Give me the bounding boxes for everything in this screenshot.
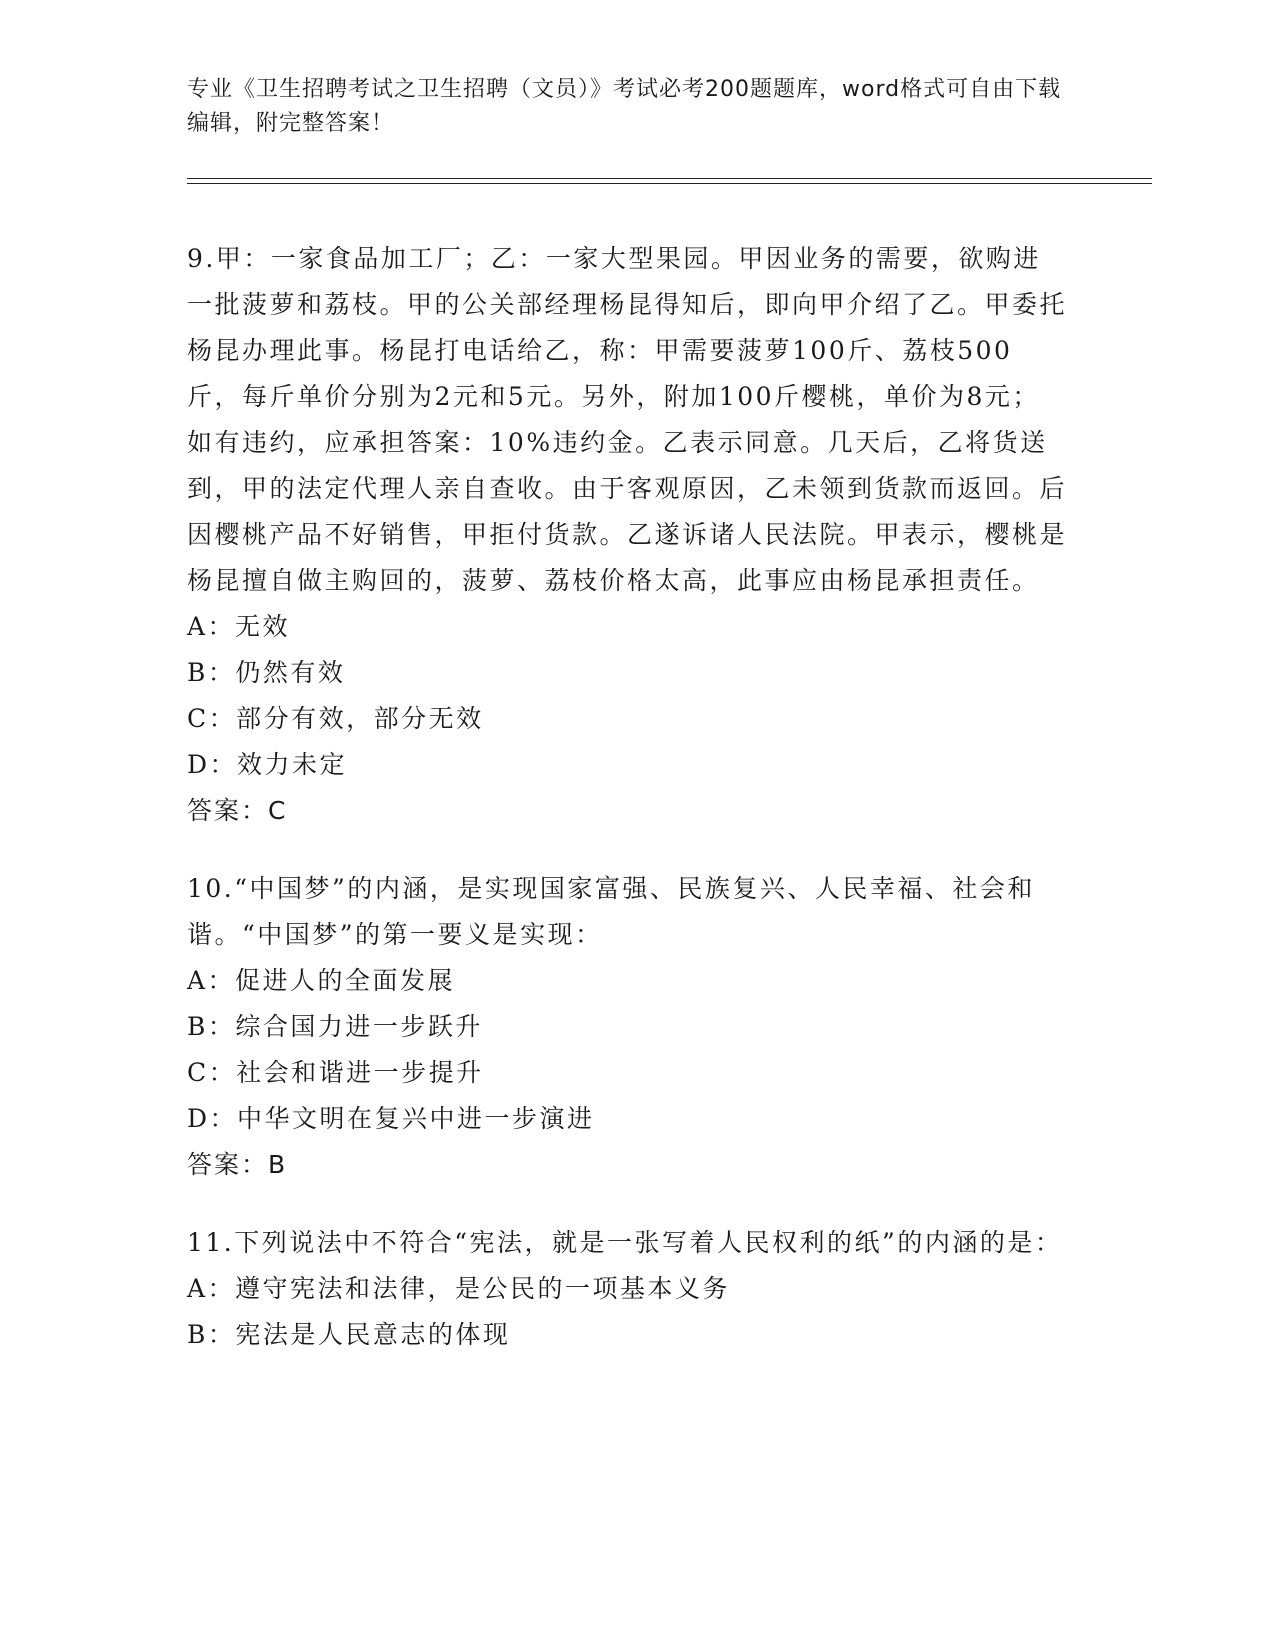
option-a: A：无效	[187, 612, 291, 641]
option-c: C：社会和谐进一步提升	[187, 1058, 484, 1087]
option-b: B：宪法是人民意志的体现	[187, 1320, 511, 1349]
question-list	[187, 236, 1067, 1390]
option-a: A：促进人的全面发展	[187, 966, 456, 995]
answer-label: 答案：C	[187, 796, 288, 825]
question-stem: 10.“中国梦”的内涵，是实现国家富强、民族复兴、人民幸福、社会和谐。“中国梦”的第一要义是实现：	[187, 874, 1035, 949]
document-title: 专业《卫生招聘考试之卫生招聘（文员）》考试必考200题题库，word格式可自由下载编辑，附完整答案！	[187, 77, 1062, 136]
option-a: A：遵守宪法和法律，是公民的一项基本义务	[187, 1274, 731, 1303]
document-header	[187, 73, 1067, 141]
question-stem: 11.下列说法中不符合“宪法，就是一张写着人民权利的纸”的内涵的是：	[187, 1228, 1063, 1257]
question-stem: 9.甲：一家食品加工厂；乙：一家大型果园。甲因业务的需要，欲购进一批菠萝和荔枝。甲的公关部经理杨昆得知后，即向甲介绍了乙。甲委托杨昆办理此事。杨昆打电话给乙，称：甲需要菠萝100斤、荔枝500斤，每斤单价分别为2元和5元。另外，附加100斤樱桃，单价为8元；如有违约，应承担答案：10%违约金。乙表示同意。几天后，乙将货送到，甲的法定代理人亲自查收。由于客观原因，乙未领到货款而返回。后因樱桃产品不好销售，甲拒付货款。乙遂诉诸人民法院。甲表示，樱桃是杨昆擅自做主购回的，菠萝、荔枝价格太高，此事应由杨昆承担责任。	[187, 244, 1068, 595]
question-10	[187, 866, 1067, 1188]
answer-label: 答案：B	[187, 1150, 288, 1179]
question-11	[187, 1220, 1067, 1358]
header-divider-second	[187, 183, 1152, 184]
option-c: C：部分有效，部分无效	[187, 704, 484, 733]
question-9	[187, 236, 1067, 834]
option-d: D：中华文明在复兴中进一步演进	[187, 1104, 595, 1133]
option-b: B：仍然有效	[187, 658, 346, 687]
header-divider	[187, 178, 1152, 179]
option-b: B：综合国力进一步跃升	[187, 1012, 483, 1041]
option-d: D：效力未定	[187, 750, 348, 779]
